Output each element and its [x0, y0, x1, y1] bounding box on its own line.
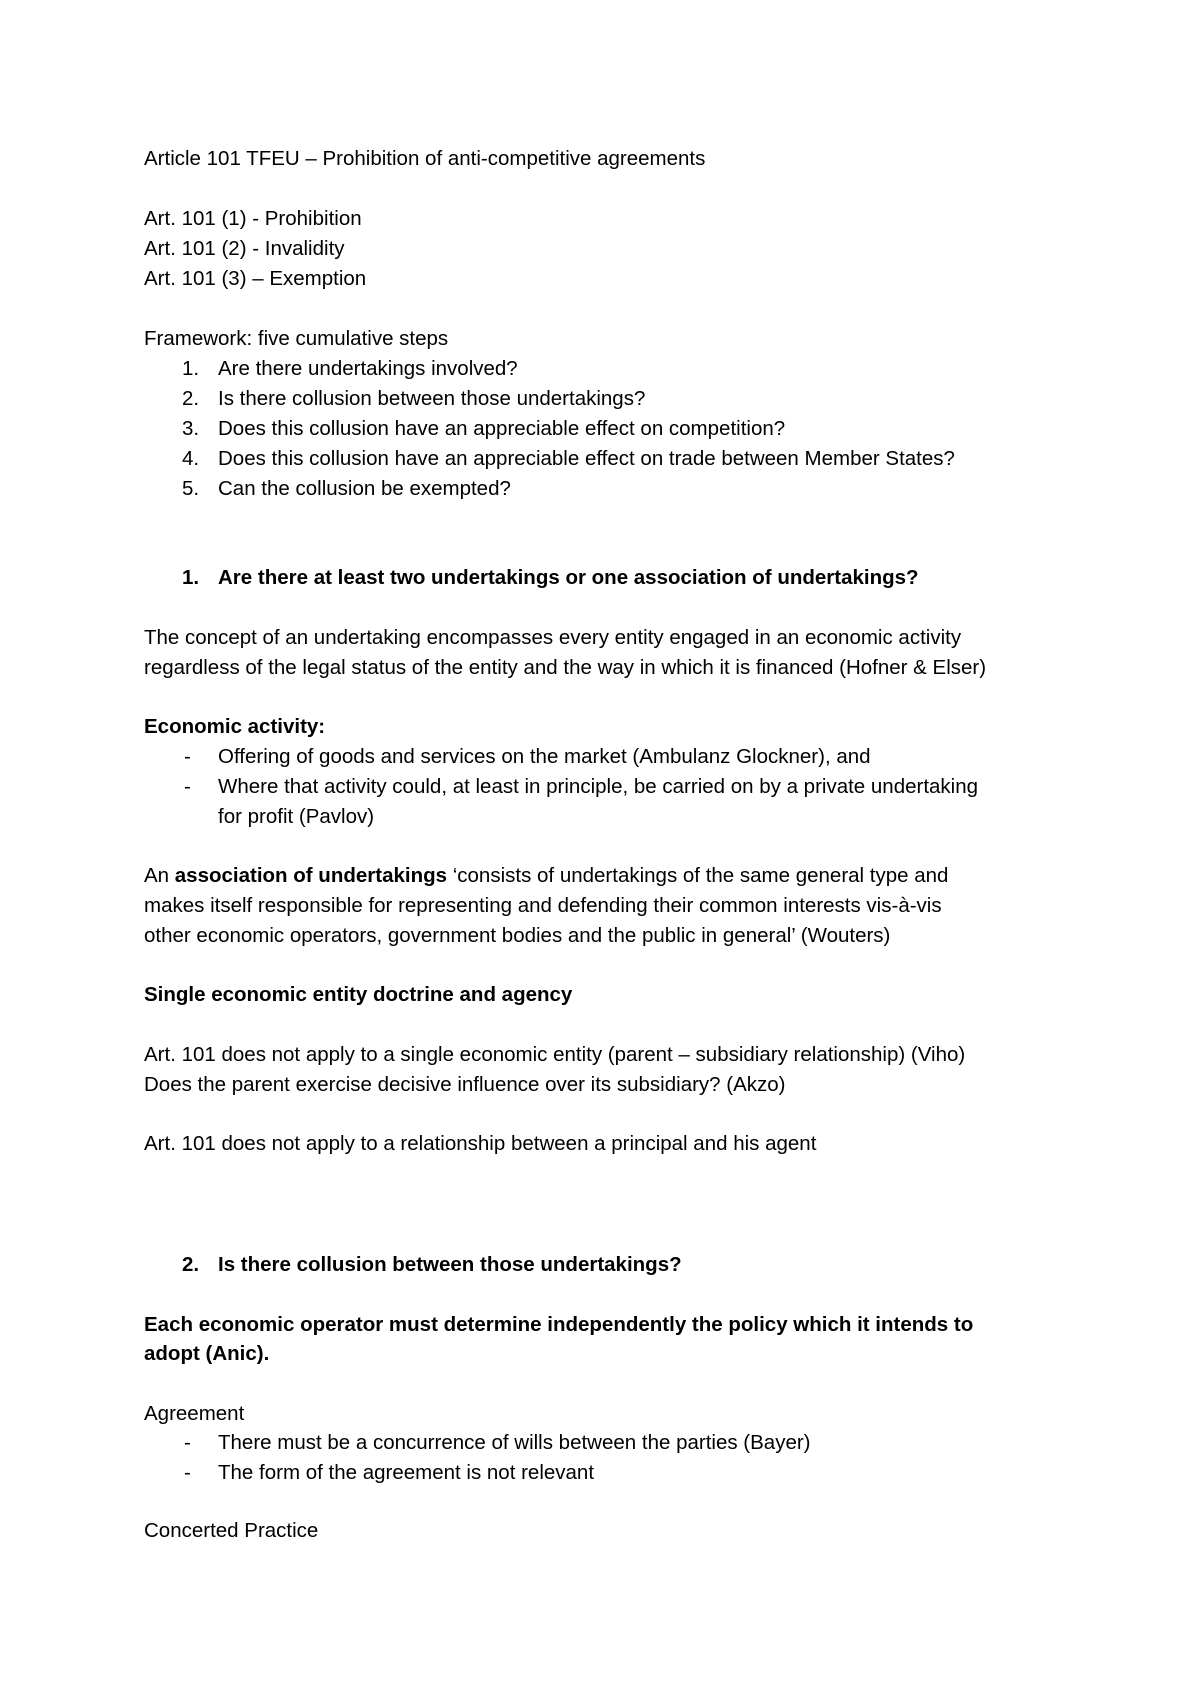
- list-item-continuation: for profit (Pavlov): [218, 805, 375, 828]
- association-paragraph-line: other economic operators, government bodies and the public in general’ (Wouters): [144, 924, 891, 947]
- list-item: Can the collusion be exempted?: [218, 477, 511, 500]
- association-paragraph-line: makes itself responsible for representing and defending their common interests vis-à-vis: [144, 894, 942, 917]
- economic-activity-heading: Economic activity:: [144, 715, 326, 738]
- section-2-heading: Is there collusion between those undertakings?: [218, 1253, 682, 1276]
- list-item: There must be a concurrence of wills between the parties (Bayer): [218, 1431, 811, 1454]
- undertaking-concept-line: The concept of an undertaking encompasses every entity engaged in an economic activity: [144, 626, 962, 649]
- list-item: Are there undertakings involved?: [218, 357, 518, 380]
- bullet-marker: -: [184, 775, 191, 798]
- article-101-2-line: Art. 101 (2) - Invalidity: [144, 237, 345, 260]
- list-item: Where that activity could, at least in principle, be carried on by a private undertaking: [218, 775, 979, 798]
- section-1-number: 1.: [182, 566, 200, 589]
- list-number: 5.: [182, 477, 200, 500]
- article-101-3-line: Art. 101 (3) – Exemption: [144, 267, 367, 290]
- agreement-heading: Agreement: [144, 1402, 245, 1425]
- bullet-marker: -: [184, 745, 191, 768]
- single-entity-heading: Single economic entity doctrine and agency: [144, 983, 573, 1006]
- bullet-marker: -: [184, 1461, 191, 1484]
- association-definition: ‘consists of undertakings of the same general type and: [447, 864, 949, 887]
- list-number: 3.: [182, 417, 200, 440]
- association-term: association of undertakings: [174, 864, 448, 887]
- list-number: 2.: [182, 387, 200, 410]
- article-101-1-line: Art. 101 (1) - Prohibition: [144, 207, 362, 230]
- concerted-practice-heading: Concerted Practice: [144, 1519, 319, 1542]
- list-item: Is there collusion between those undertakings?: [218, 387, 646, 410]
- undertaking-concept-line: regardless of the legal status of the entity and the way in which it is financed (Hofner & Elser): [144, 656, 987, 679]
- independence-principle-line: adopt (Anic).: [144, 1342, 270, 1365]
- agency-line: Art. 101 does not apply to a relationship between a principal and his agent: [144, 1132, 817, 1155]
- single-entity-line: Art. 101 does not apply to a single economic entity (parent – subsidiary relationship) (Viho): [144, 1043, 966, 1066]
- association-paragraph: [144, 861, 948, 891]
- bullet-marker: -: [184, 1431, 191, 1454]
- section-2-number: 2.: [182, 1253, 200, 1276]
- framework-heading: Framework: five cumulative steps: [144, 327, 449, 350]
- list-number: 4.: [182, 447, 200, 470]
- association-prefix: An: [144, 864, 175, 887]
- section-1-heading: Are there at least two undertakings or one association of undertakings?: [218, 566, 919, 589]
- document-title: Article 101 TFEU – Prohibition of anti-competitive agreements: [144, 147, 706, 170]
- list-item: Does this collusion have an appreciable effect on competition?: [218, 417, 786, 440]
- list-item: Offering of goods and services on the market (Ambulanz Glockner), and: [218, 745, 871, 768]
- list-item: Does this collusion have an appreciable effect on trade between Member States?: [218, 447, 955, 470]
- list-number: 1.: [182, 357, 200, 380]
- independence-principle-line: Each economic operator must determine independently the policy which it intends to: [144, 1313, 974, 1336]
- single-entity-line: Does the parent exercise decisive influence over its subsidiary? (Akzo): [144, 1073, 786, 1096]
- list-item: The form of the agreement is not relevant: [218, 1461, 595, 1484]
